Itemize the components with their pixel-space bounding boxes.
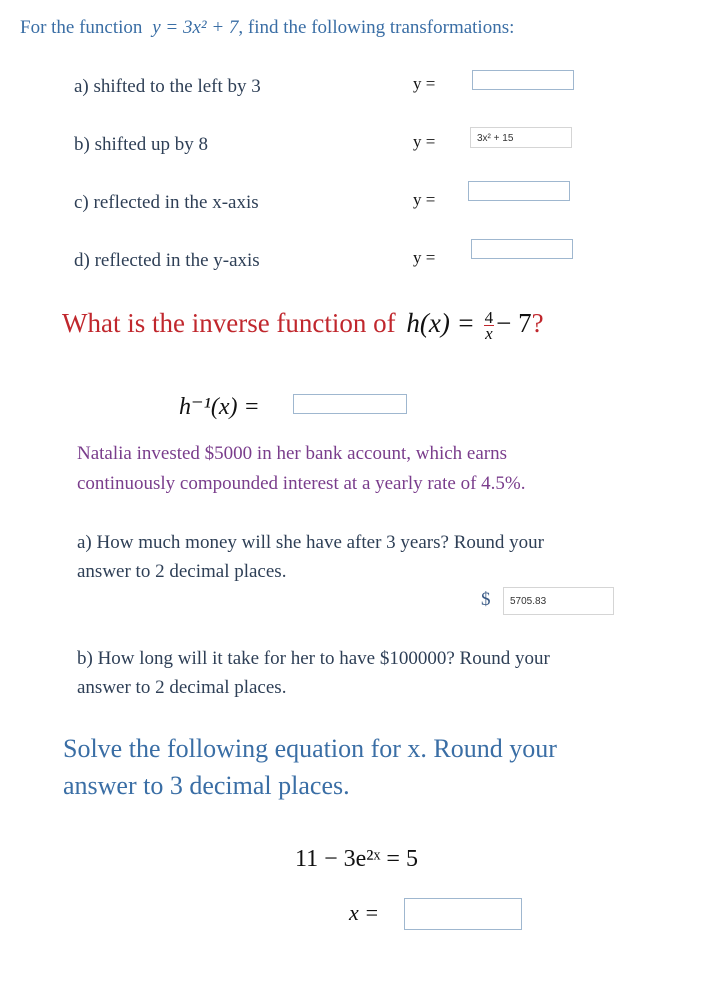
transform-answer-a[interactable] (472, 70, 574, 90)
transform-item-b-eq: y = (413, 132, 436, 151)
interest-qa-line1: a) How much money will she have after 3 years? Round your (77, 532, 544, 553)
transform-item-c-label: c) reflected in the x-axis (74, 192, 259, 213)
solve-answer-label: x = (349, 900, 380, 925)
solve-text-line1: Solve the following equation for x. Round your (63, 734, 557, 763)
inverse-function-lhs: h(x) = (406, 308, 475, 338)
interest-qb-line1: b) How long will it take for her to have $100000? Round your (77, 648, 550, 669)
interest-qa-line2: answer to 2 decimal places. (77, 561, 287, 582)
currency-symbol: $ (481, 589, 491, 610)
interest-text-line2: continuously compounded interest at a yearly rate of 4.5%. (77, 473, 526, 494)
transform-answer-c[interactable] (468, 181, 570, 201)
transform-item-d-label: d) reflected in the y-axis (74, 250, 260, 271)
transform-function: y = 3x² + 7 (152, 17, 239, 38)
inverse-question: What is the inverse function of h(x) = $\frac{4}{x}$ − 7? (62, 308, 544, 344)
interest-text-line1: Natalia invested $5000 in her bank account, which earns (77, 443, 507, 464)
transform-item-a-label: a) shifted to the left by 3 (74, 76, 261, 97)
transform-answer-d[interactable] (471, 239, 573, 259)
transform-item-c-eq: y = (413, 190, 436, 209)
transform-answer-b[interactable]: 3x² + 15 (470, 127, 572, 148)
solve-answer-input[interactable] (404, 898, 522, 930)
inverse-answer-label: h⁻¹(x) = (179, 394, 260, 420)
transform-item-d-eq: y = (413, 248, 436, 267)
solve-equation: 11 − 3e²ˣ = 5 (295, 846, 418, 872)
interest-answer-a[interactable]: 5705.83 (503, 587, 614, 615)
solve-text-line2: answer to 3 decimal places. (63, 771, 350, 800)
interest-qb-line2: answer to 2 decimal places. (77, 677, 287, 698)
inverse-answer-input[interactable] (293, 394, 407, 414)
transform-item-a-eq: y = (413, 74, 436, 93)
transform-item-b-label: b) shifted up by 8 (74, 134, 209, 155)
inverse-fraction: $\frac{4}{x}$ (484, 308, 494, 344)
transform-intro: For the function y = 3x² + 7, find the following transformations: (20, 17, 515, 38)
